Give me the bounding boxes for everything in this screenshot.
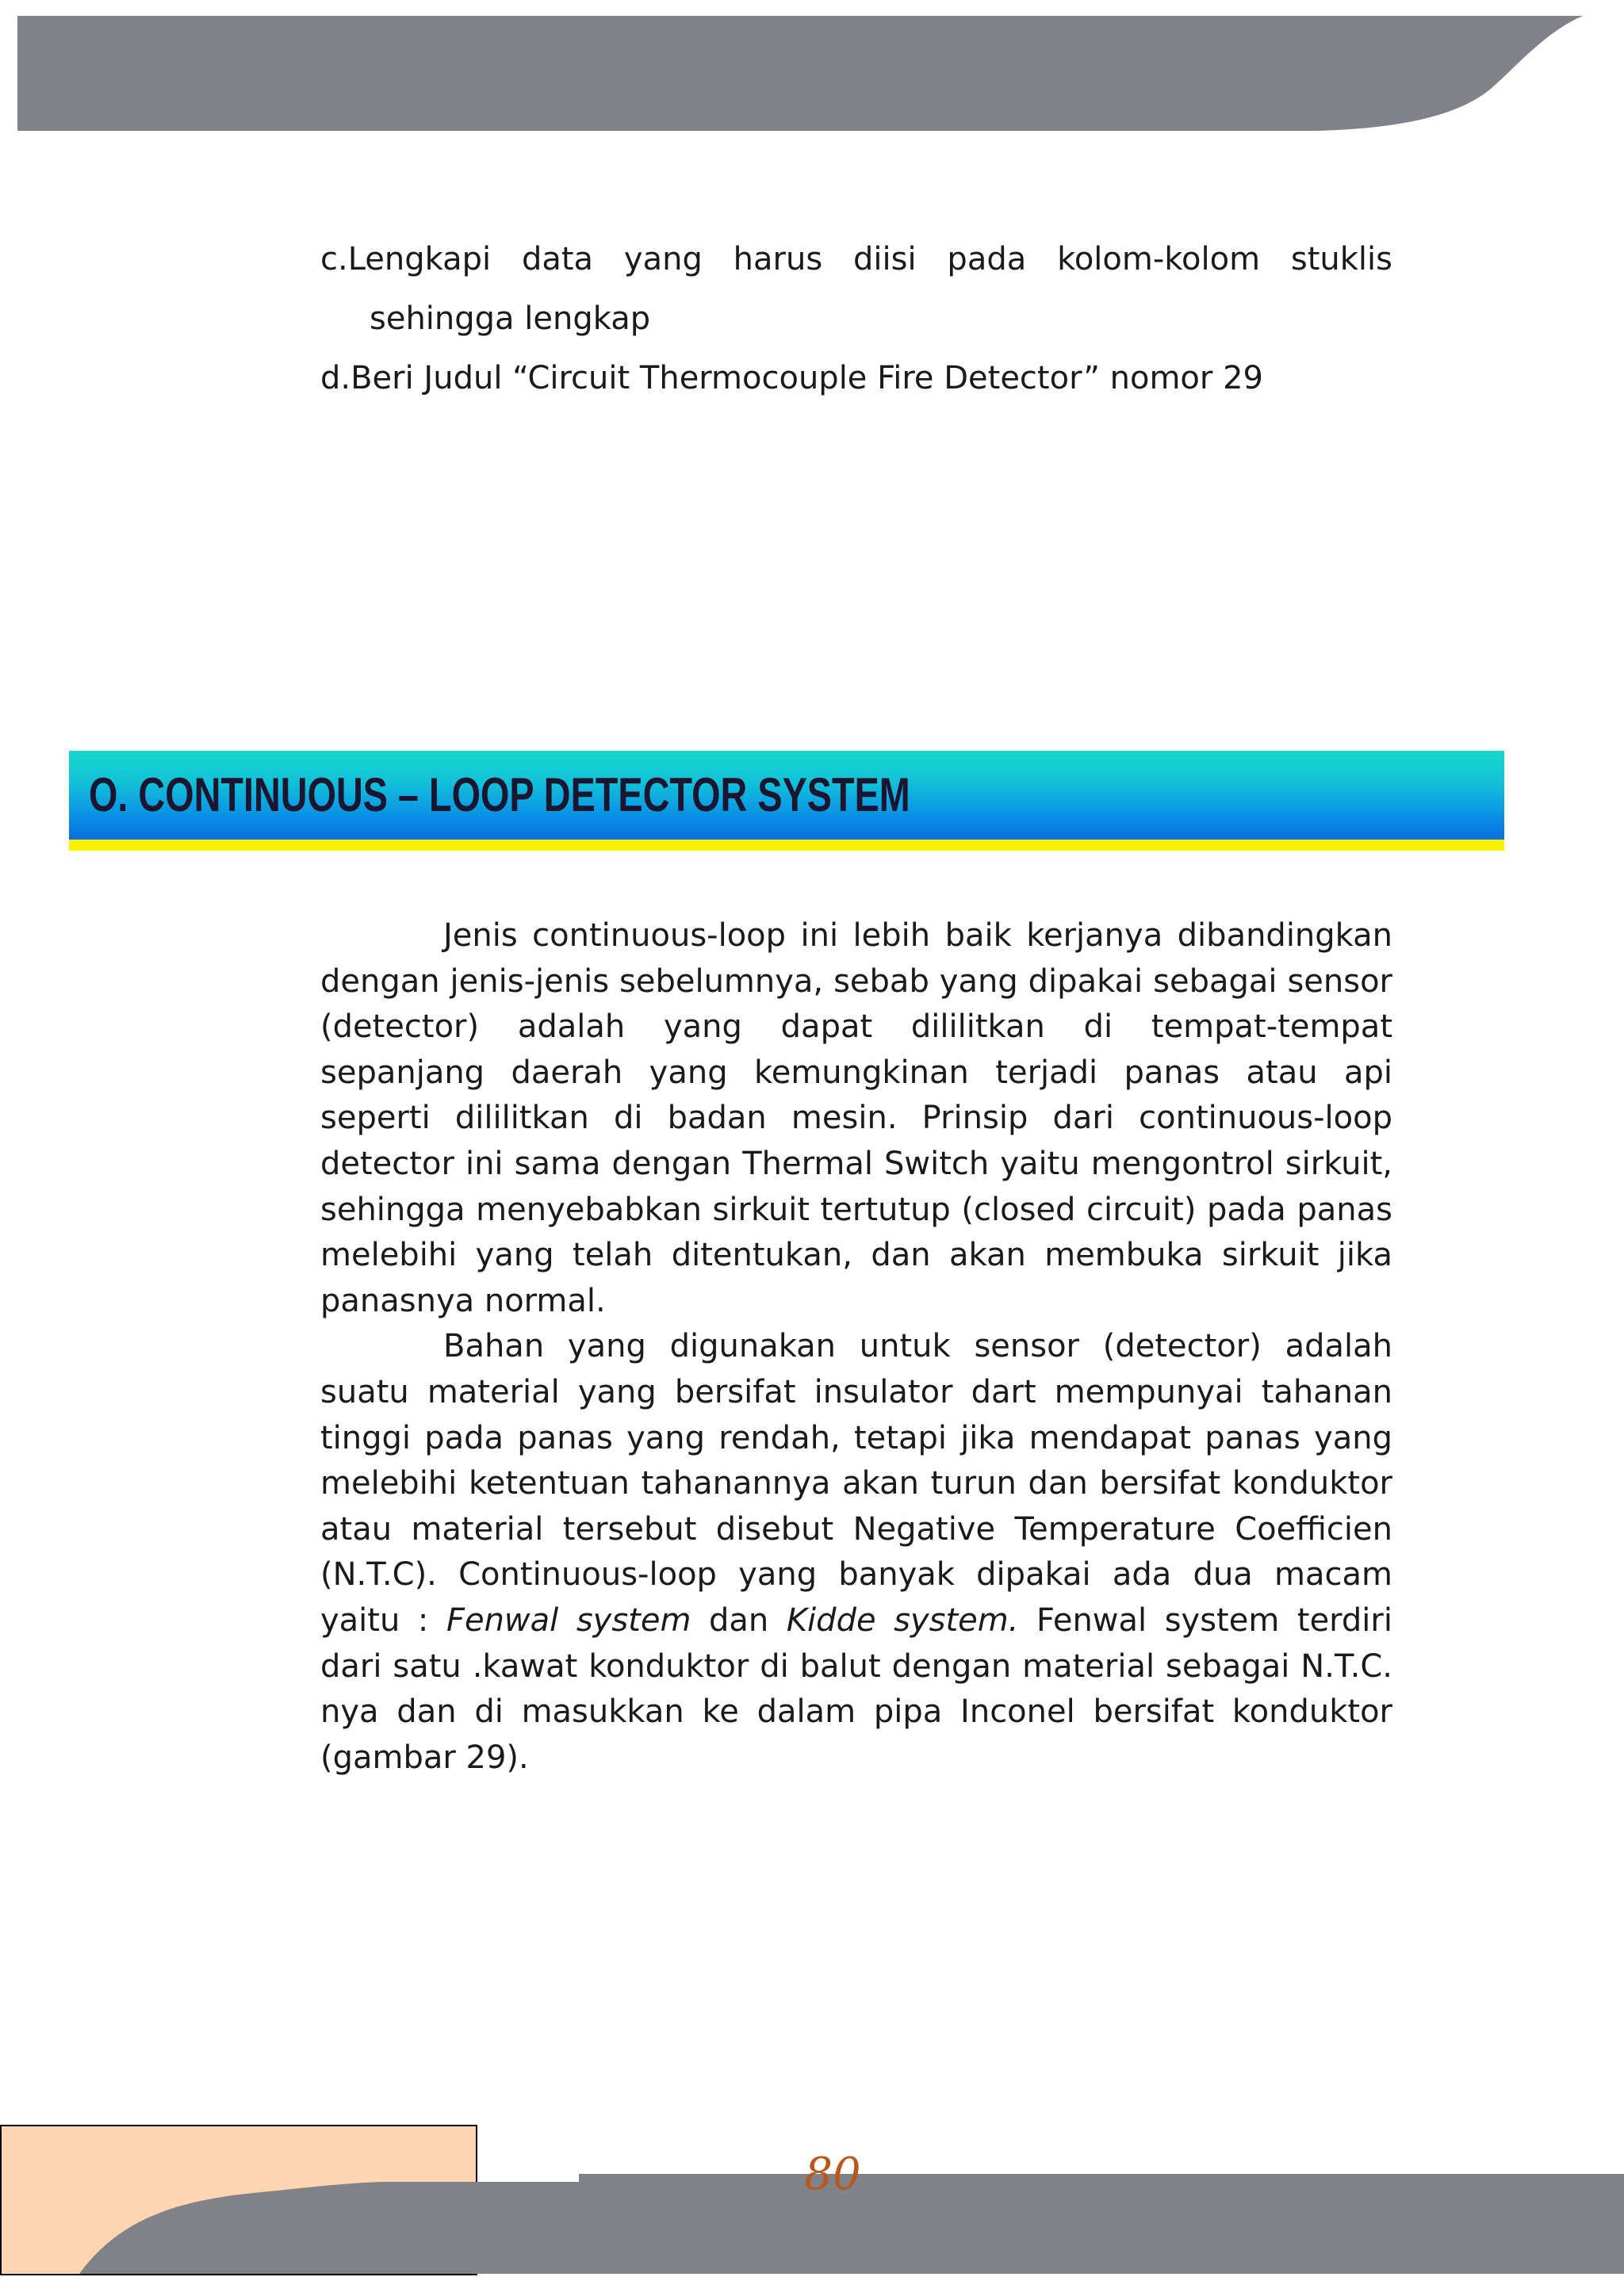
paragraph-2-conjunction: dan <box>691 1601 787 1639</box>
top-banner <box>0 0 1624 143</box>
paragraph-2 <box>320 1324 1392 1781</box>
paragraph-2-text-b: Fenwal system terdiri dari satu .kawat konduktor di balut dengan material sebagai N.T.C. nya dan di masukkan ke dalam pipa Inconel bersifat konduktor (gambar 29). <box>320 1601 1392 1776</box>
section-body <box>320 913 1392 1781</box>
instruction-list <box>320 230 1392 408</box>
list-item-c: c.Lengkapi data yang harus diisi pada kolom-kolom stuklis <box>320 241 1392 277</box>
paragraph-2-text-a: Bahan yang digunakan untuk sensor (detector) adalah suatu material yang bersifat insulator dart mempunyai tahanan tinggi pada panas yang rendah, tetapi jika mendapat panas yang melebihi ketentuan tahanannya akan turun dan bersifat konduktor atau material tersebut disebut Negative Temperature Coefficien (N.T.C). Continuous-loop yang banyak dipakai ada dua macam yaitu : <box>320 1328 1392 1639</box>
fenwal-system-term: Fenwal system <box>446 1601 691 1639</box>
kidde-system-term: Kidde system. <box>786 1601 1019 1639</box>
section-heading: O. CONTINUOUS – LOOP DETECTOR SYSTEM <box>89 768 910 821</box>
section-heading-underline <box>69 840 1504 851</box>
list-item-d: d.Beri Judul “Circuit Thermocouple Fire Detector” nomor 29 <box>320 360 1263 396</box>
paragraph-1: Jenis continuous-loop ini lebih baik kerjanya dibandingkan dengan jenis-jenis sebelumnya, sebab yang dipakai sebagai sensor (detector) adalah yang dapat dililitkan di tempat-tempat sepanjang daerah yang kemungkinan terjadi panas atau api seperti dililitkan di badan mesin. Prinsip dari continuous-loop detector ini sama dengan Thermal Switch yaitu mengontrol sirkuit, sehingga menyebabkan sirkuit tertutup (closed circuit) pada panas melebihi yang telah ditentukan, dan akan membuka sirkuit jika panasnya normal. <box>320 917 1392 1319</box>
list-item-c-continued: sehingga lengkap <box>370 300 651 337</box>
page-number: 80 <box>804 2149 861 2200</box>
